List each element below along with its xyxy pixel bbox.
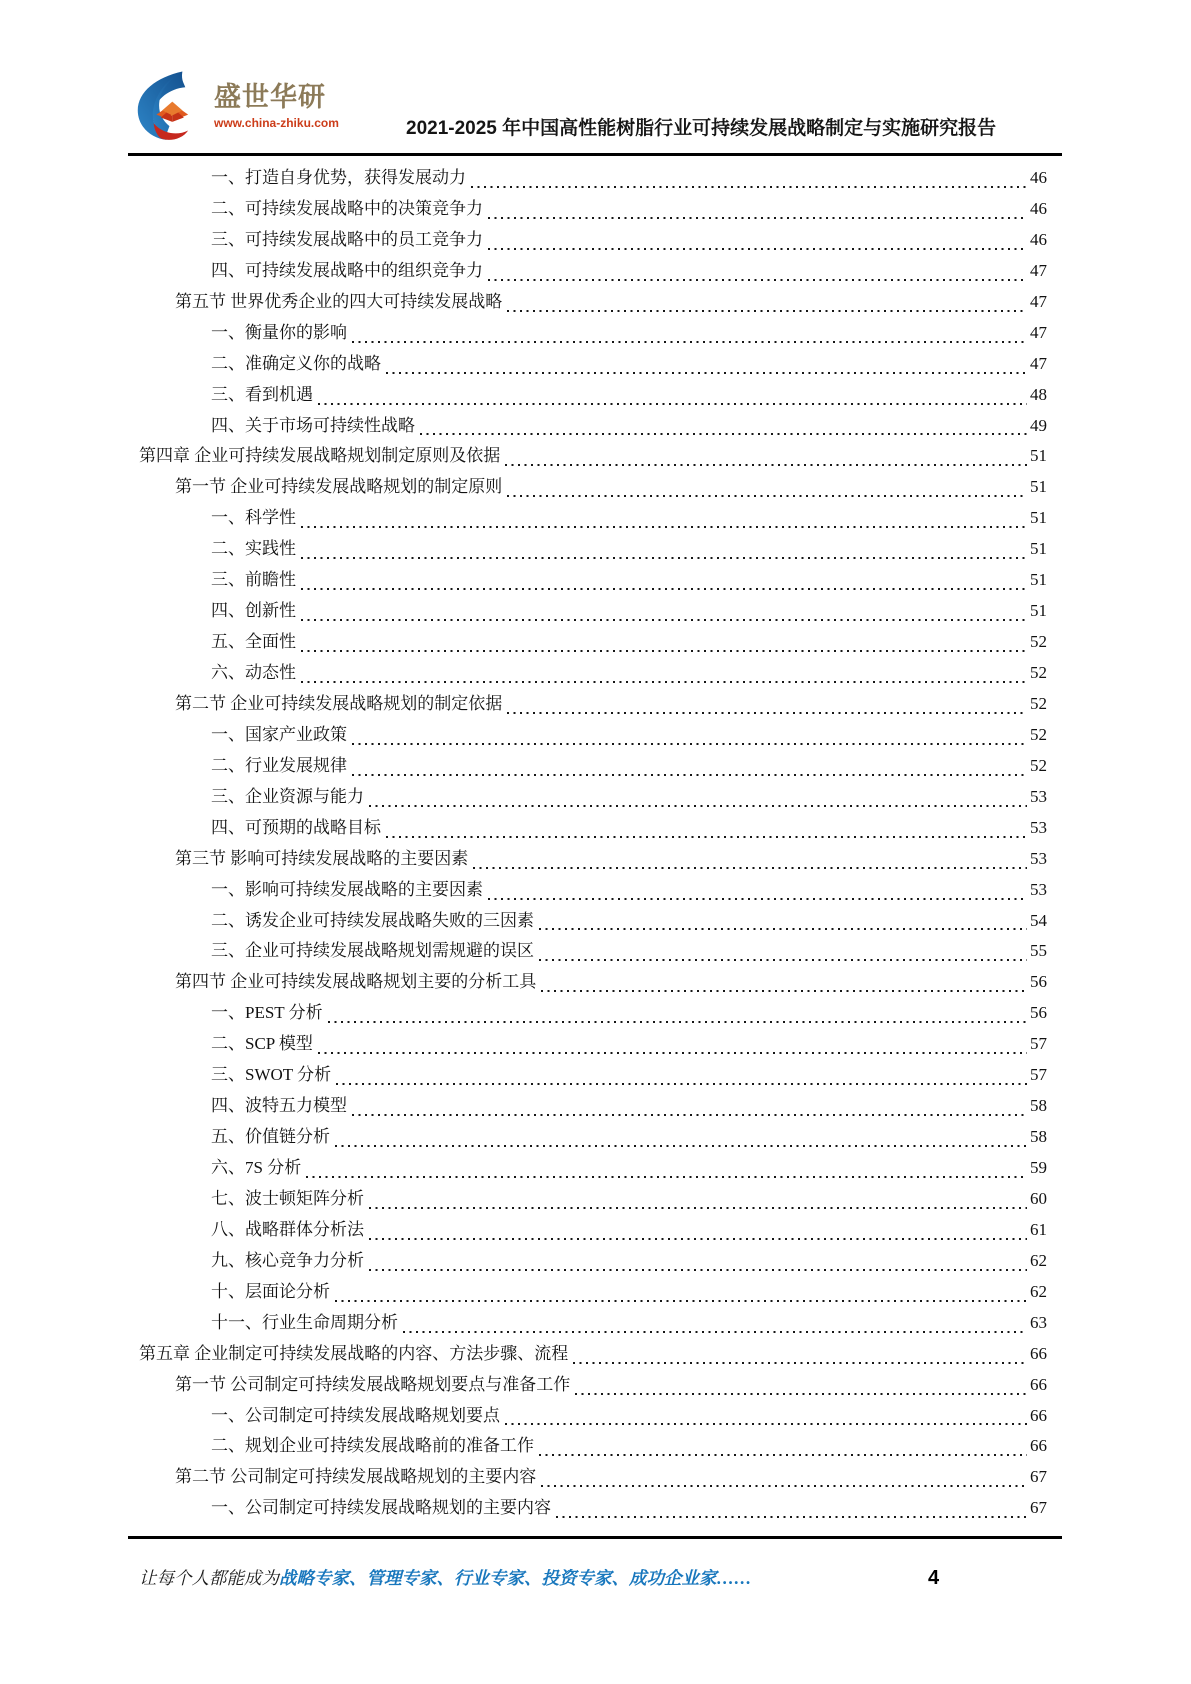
toc-entry-text: 七、波士顿矩阵分析: [211, 1188, 364, 1208]
footer-slogan: [139, 1563, 752, 1593]
toc-entry-page-number: 47: [1030, 260, 1047, 280]
toc-list: [139, 163, 1047, 1524]
toc-entry-text: 六、动态性: [211, 663, 296, 682]
footer-slogan-highlight: 战略专家、管理专家、行业专家、投资专家、成功企业家……: [279, 1568, 752, 1588]
toc-entry: [139, 1122, 1047, 1153]
toc-dot-leader: [318, 1052, 1027, 1054]
toc-entry-text: 第五节 世界优秀企业的四大可持续发展战略: [175, 291, 503, 311]
toc-entry-page-number: 56: [1030, 1003, 1047, 1023]
toc-dot-leader: [507, 495, 1027, 497]
brand-text-block: [214, 81, 339, 130]
toc-entry-page-number: 51: [1030, 446, 1047, 466]
toc-entry-page-number: 48: [1030, 384, 1047, 404]
toc-entry: [139, 349, 1047, 380]
brand-logo: [132, 70, 339, 142]
toc-entry-text: 第二节 公司制定可持续发展战略规划的主要内容: [175, 1467, 537, 1487]
book-swoosh-logo-icon: [132, 70, 204, 142]
toc-dot-leader: [301, 557, 1027, 559]
toc-entry-text: 十一、行业生命周期分析: [211, 1312, 398, 1332]
toc-entry-page-number: 53: [1030, 786, 1047, 806]
toc-entry-page-number: 62: [1030, 1281, 1047, 1301]
toc-entry: [139, 1215, 1047, 1246]
toc-entry-page-number: 46: [1030, 168, 1047, 187]
toc-dot-leader: [306, 1176, 1027, 1178]
toc-entry-text: 三、看到机遇: [211, 384, 313, 404]
toc-entry-text: 五、全面性: [211, 632, 296, 652]
toc-entry-page-number: 62: [1030, 1250, 1047, 1270]
toc-dot-leader: [541, 990, 1027, 992]
toc-dot-leader: [539, 1454, 1027, 1456]
toc-entry: [139, 813, 1047, 844]
toc-entry-text: 第四节 企业可持续发展战略规划主要的分析工具: [175, 972, 537, 992]
toc-dot-leader: [301, 681, 1027, 683]
toc-entry: [139, 1308, 1047, 1339]
toc-entry-text: 一、打造自身优势，获得发展动力: [211, 168, 466, 187]
toc-entry: [139, 380, 1047, 411]
toc-entry-text: 六、7S 分析: [211, 1158, 302, 1177]
footer-page-number: 4: [928, 1567, 940, 1589]
toc-entry-text: 一、国家产业政策: [211, 724, 347, 744]
toc-entry-text: 第四章 企业可持续发展战略规划制定原则及依据: [139, 446, 501, 466]
toc-dot-leader: [336, 1083, 1027, 1085]
toc-entry: [139, 1339, 1047, 1370]
toc-entry-text: 一、PEST 分析: [211, 1003, 323, 1023]
toc-entry-page-number: 47: [1030, 353, 1047, 373]
toc-entry-page-number: 51: [1030, 477, 1047, 497]
toc-entry-text: 四、创新性: [211, 601, 296, 621]
toc-entry-page-number: 60: [1030, 1188, 1047, 1208]
toc-entry-page-number: 53: [1030, 879, 1047, 899]
toc-dot-leader: [386, 372, 1027, 374]
toc-dot-leader: [328, 1021, 1027, 1023]
toc-dot-leader: [539, 928, 1027, 930]
toc-dot-leader: [473, 867, 1027, 869]
toc-dot-leader: [507, 310, 1027, 312]
toc-entry-text: 一、科学性: [211, 508, 296, 528]
toc-entry-text: 一、公司制定可持续发展战略规划的主要内容: [211, 1498, 551, 1518]
toc-dot-leader: [573, 1362, 1027, 1364]
toc-entry: [139, 1246, 1047, 1277]
toc-entry-page-number: 66: [1030, 1343, 1047, 1363]
toc-entry-text: 十、层面论分析: [211, 1281, 330, 1301]
toc-dot-leader: [505, 1423, 1027, 1425]
toc-entry-page-number: 52: [1030, 663, 1047, 682]
toc-dot-leader: [318, 403, 1027, 405]
toc-entry: [139, 565, 1047, 596]
toc-dot-leader: [541, 1485, 1027, 1487]
toc-entry: [139, 1370, 1047, 1401]
toc-entry-text: 二、诱发企业可持续发展战略失败的三因素: [211, 910, 534, 930]
toc-entry: [139, 1060, 1047, 1091]
toc-entry-text: 三、企业资源与能力: [211, 786, 364, 806]
toc-dot-leader: [471, 186, 1027, 188]
toc-dot-leader: [301, 588, 1027, 590]
toc-entry: [139, 1153, 1047, 1184]
toc-entry: [139, 411, 1047, 442]
toc-entry-page-number: 46: [1030, 229, 1047, 249]
toc-entry-text: 一、公司制定可持续发展战略规划要点: [211, 1405, 500, 1425]
toc-dot-leader: [575, 1393, 1027, 1395]
toc-dot-leader: [301, 619, 1027, 621]
toc-entry: [139, 936, 1047, 967]
toc-dot-leader: [352, 1114, 1027, 1116]
toc-entry-page-number: 57: [1030, 1065, 1047, 1085]
toc-entry-text: 二、可持续发展战略中的决策竞争力: [211, 198, 483, 218]
toc-entry: [139, 256, 1047, 287]
page-header: [128, 66, 1062, 150]
toc-entry: [139, 225, 1047, 256]
toc-dot-leader: [403, 1331, 1027, 1333]
toc-entry-page-number: 67: [1030, 1498, 1047, 1518]
toc-entry-page-number: 58: [1030, 1127, 1047, 1147]
toc-entry-text: 五、价值链分析: [211, 1127, 330, 1147]
toc-dot-leader: [369, 1238, 1027, 1240]
toc-entry-text: 三、SWOT 分析: [211, 1065, 332, 1085]
toc-entry: [139, 318, 1047, 349]
toc-entry: [139, 1184, 1047, 1215]
toc-entry: [139, 689, 1047, 720]
toc-entry-page-number: 66: [1030, 1374, 1047, 1394]
toc-entry: [139, 287, 1047, 318]
toc-entry: [139, 844, 1047, 875]
toc-dot-leader: [369, 1269, 1027, 1271]
toc-dot-leader: [352, 341, 1027, 343]
toc-entry-text: 三、企业可持续发展战略规划需规避的误区: [211, 941, 534, 961]
toc-entry-text: 二、行业发展规律: [211, 755, 347, 775]
toc-entry-text: 四、可预期的战略目标: [211, 817, 381, 837]
toc-entry-text: 第一节 公司制定可持续发展战略规划要点与准备工作: [175, 1374, 571, 1394]
toc-dot-leader: [488, 217, 1027, 219]
toc-entry-text: 一、衡量你的影响: [211, 322, 347, 342]
toc-entry: [139, 720, 1047, 751]
toc-entry-page-number: 56: [1030, 972, 1047, 992]
toc-dot-leader: [352, 774, 1027, 776]
toc-dot-leader: [369, 805, 1027, 807]
toc-entry-page-number: 66: [1030, 1436, 1047, 1456]
toc-entry-page-number: 67: [1030, 1467, 1047, 1487]
toc-entry-text: 二、实践性: [211, 539, 296, 559]
toc-entry: [139, 194, 1047, 225]
toc-entry-page-number: 49: [1030, 415, 1047, 435]
toc-dot-leader: [335, 1145, 1027, 1147]
toc-dot-leader: [507, 712, 1027, 714]
toc-entry: [139, 967, 1047, 998]
toc-entry-text: 四、关于市场可持续性战略: [211, 415, 415, 435]
header-divider: [128, 153, 1062, 156]
toc-entry-text: 二、SCP 模型: [211, 1034, 313, 1054]
toc-entry-text: 八、战略群体分析法: [211, 1219, 364, 1239]
toc-dot-leader: [539, 959, 1027, 961]
toc-entry-page-number: 54: [1030, 910, 1047, 930]
toc-entry: [139, 503, 1047, 534]
toc-entry: [139, 906, 1047, 937]
toc-dot-leader: [369, 1207, 1027, 1209]
report-title: 2021-2025 年中国高性能树脂行业可持续发展战略制定与实施研究报告: [406, 118, 997, 139]
toc-entry: [139, 1029, 1047, 1060]
toc-entry-page-number: 52: [1030, 693, 1047, 713]
footer-divider: [128, 1536, 1062, 1539]
toc-dot-leader: [420, 433, 1027, 435]
toc-entry-text: 九、核心竞争力分析: [211, 1250, 364, 1270]
toc-entry-page-number: 46: [1030, 198, 1047, 218]
toc-dot-leader: [505, 464, 1027, 466]
toc-dot-leader: [488, 898, 1027, 900]
toc-entry: [139, 658, 1047, 689]
toc-entry: [139, 1401, 1047, 1432]
footer-slogan-prefix: 让每个人都能成为: [139, 1568, 279, 1588]
toc-entry: [139, 534, 1047, 565]
toc-dot-leader: [335, 1300, 1027, 1302]
toc-entry: [139, 1277, 1047, 1308]
toc-entry-page-number: 47: [1030, 322, 1047, 342]
toc-entry: [139, 1431, 1047, 1462]
brand-url: www.china-zhiku.com: [214, 115, 339, 130]
toc-entry-page-number: 51: [1030, 539, 1047, 559]
toc-entry: [139, 1091, 1047, 1122]
toc-entry-page-number: 58: [1030, 1096, 1047, 1116]
toc-entry-text: 一、影响可持续发展战略的主要因素: [211, 879, 483, 899]
toc-entry-text: 第一节 企业可持续发展战略规划的制定原则: [175, 477, 503, 497]
toc-entry: [139, 751, 1047, 782]
toc-entry: [139, 472, 1047, 503]
toc-dot-leader: [386, 836, 1027, 838]
toc-entry-page-number: 51: [1030, 508, 1047, 528]
toc-entry: [139, 163, 1047, 194]
toc-entry-page-number: 52: [1030, 755, 1047, 775]
toc-entry: [139, 627, 1047, 658]
brand-name: 盛世华研: [214, 81, 326, 112]
toc-entry-text: 四、可持续发展战略中的组织竞争力: [211, 260, 483, 280]
toc-entry-page-number: 47: [1030, 291, 1047, 311]
toc-entry: [139, 1462, 1047, 1493]
toc-entry-text: 二、规划企业可持续发展战略前的准备工作: [211, 1436, 534, 1456]
toc-entry: [139, 441, 1047, 472]
toc-entry-page-number: 66: [1030, 1405, 1047, 1425]
toc-entry: [139, 596, 1047, 627]
toc-dot-leader: [352, 743, 1027, 745]
toc-entry-page-number: 52: [1030, 632, 1047, 652]
toc-entry: [139, 998, 1047, 1029]
toc-entry-page-number: 52: [1030, 724, 1047, 744]
toc-entry-text: 第五章 企业制定可持续发展战略的内容、方法步骤、流程: [139, 1343, 569, 1363]
toc-entry-text: 第三节 影响可持续发展战略的主要因素: [175, 848, 469, 868]
toc-entry: [139, 875, 1047, 906]
toc-dot-leader: [556, 1516, 1027, 1518]
toc-entry-text: 第二节 企业可持续发展战略规划的制定依据: [175, 693, 503, 713]
toc-dot-leader: [488, 279, 1027, 281]
toc-entry-page-number: 63: [1030, 1312, 1047, 1332]
toc-entry-text: 二、准确定义你的战略: [211, 353, 381, 373]
toc-dot-leader: [488, 248, 1027, 250]
toc-entry-text: 四、波特五力模型: [211, 1096, 347, 1116]
toc-entry-page-number: 55: [1030, 941, 1047, 961]
toc-entry-page-number: 53: [1030, 817, 1047, 837]
toc-dot-leader: [301, 526, 1027, 528]
toc-entry-page-number: 51: [1030, 570, 1047, 590]
toc-entry-page-number: 59: [1030, 1158, 1047, 1177]
toc-entry: [139, 1493, 1047, 1524]
toc-entry-text: 三、可持续发展战略中的员工竞争力: [211, 229, 483, 249]
toc-entry-page-number: 61: [1030, 1219, 1047, 1239]
toc-entry-page-number: 51: [1030, 601, 1047, 621]
toc-entry-page-number: 53: [1030, 848, 1047, 868]
toc-dot-leader: [301, 650, 1027, 652]
toc-entry-text: 三、前瞻性: [211, 570, 296, 590]
toc-entry-page-number: 57: [1030, 1034, 1047, 1054]
toc-entry: [139, 782, 1047, 813]
